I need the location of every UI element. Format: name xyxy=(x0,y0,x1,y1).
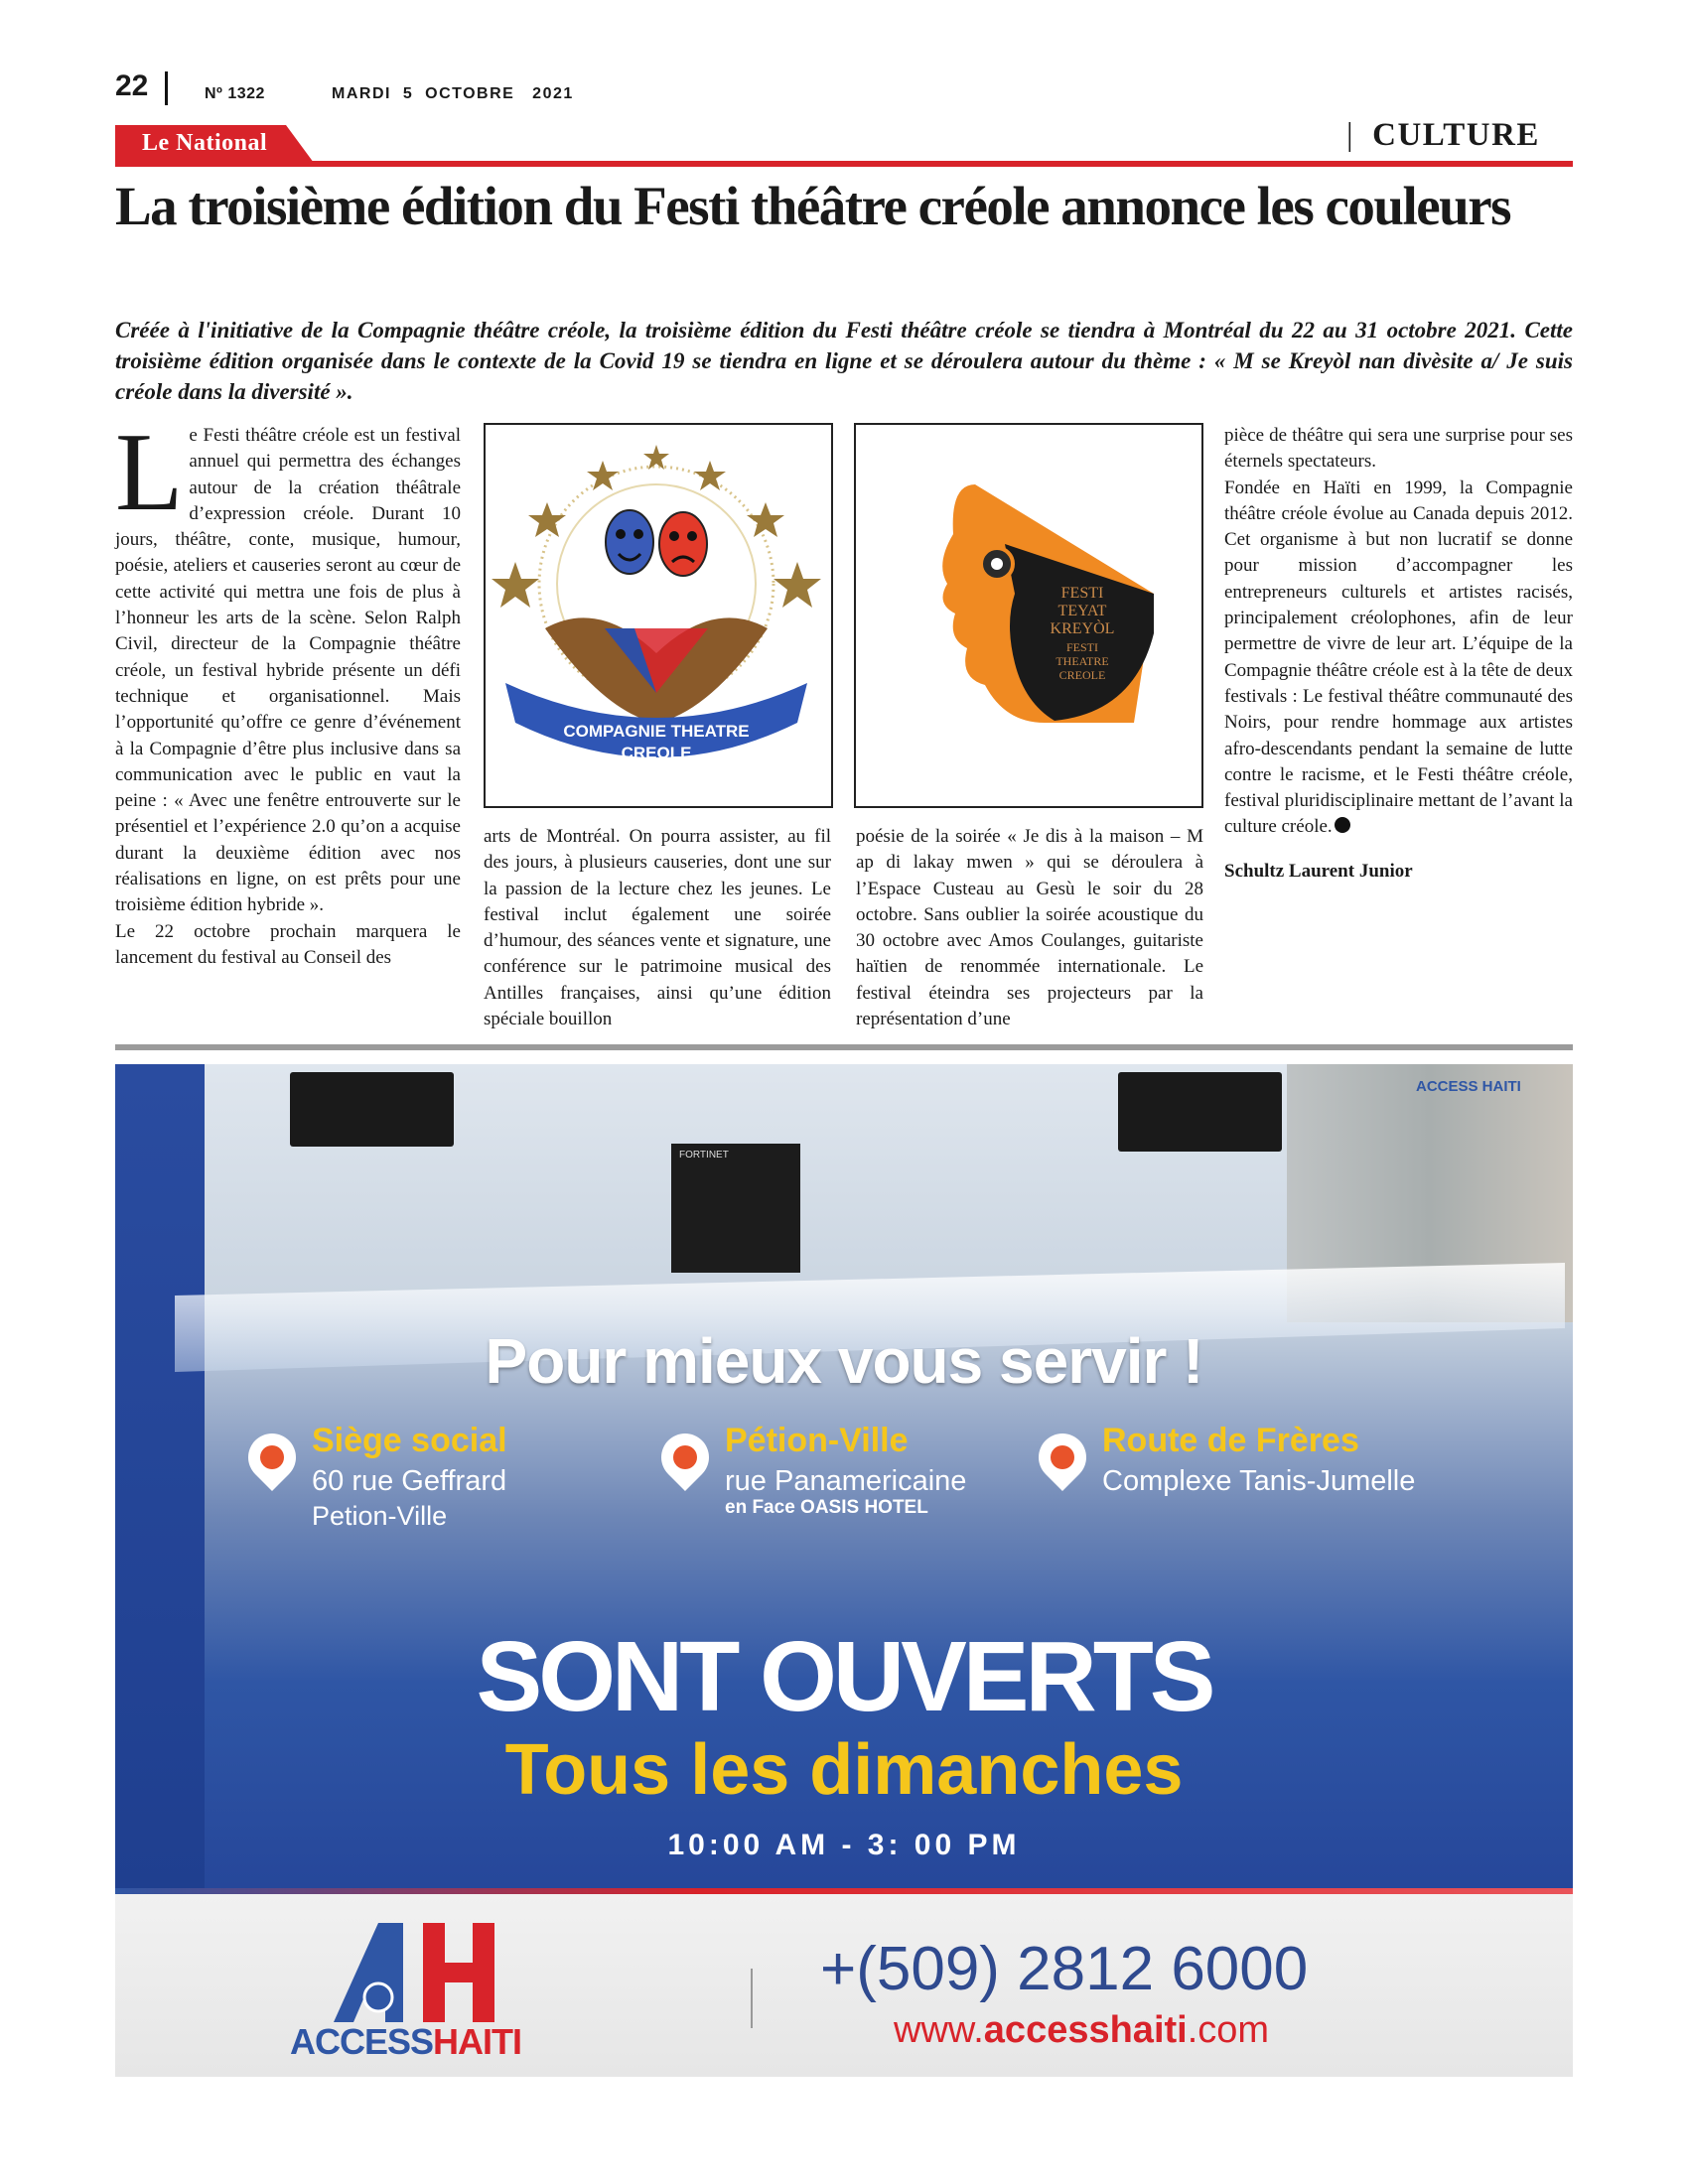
location-title: Pétion-Ville xyxy=(725,1422,909,1459)
access-haiti-logo-icon xyxy=(324,1918,512,2027)
contact-phone[interactable]: +(509) 2812 6000 xyxy=(820,1935,1309,2003)
festi-logo-line-1: FESTI xyxy=(1060,585,1104,602)
ad-contact-band xyxy=(115,1894,1573,2077)
location-address: Complexe Tanis-Jumelle xyxy=(1102,1465,1416,1497)
festi-logo-line-6: CREOLE xyxy=(1058,668,1106,682)
ad-open-text: SONT OUVERTS xyxy=(476,1621,1212,1732)
column-2-text: arts de Montréal. On pourra assister, au fil des jours, à plusieurs causeries, dont une sur la passion de la lecture chez les jeunes. Le festival inclut également une soirée d’humour, des séances vente et signature, une conférence sur le patrimoine musical des Antilles françaises, ainsi qu’une édition spéciale bouillon xyxy=(484,826,831,1030)
ad-separator-rule xyxy=(115,1044,1573,1050)
ad-photo-brand-sign: ACCESS HAITI xyxy=(1416,1078,1521,1095)
tv-screen-icon xyxy=(290,1072,454,1147)
column-1-paragraph-2: Le 22 octobre prochain marquera le lancement du festival au Conseil des xyxy=(115,920,461,968)
location-landmark: en Face OASIS HOTEL xyxy=(725,1497,928,1518)
location-address: rue Panamericaine xyxy=(725,1465,967,1497)
ad-days-text: Tous les dimanches xyxy=(504,1730,1184,1810)
server-rack xyxy=(671,1144,800,1273)
column-4-paragraph-2: Fondée en Haïti en 1999, la Compagnie théâtre créole évolue au Canada depuis 2012. Cet organisme à but non lucratif se donne pour mission d’accompagner les entrepreneurs culturels et artistes racisés, principalement créolophones, afin de leur permettre de vivre de leur art. L’équipe de la Compagnie théâtre créole est à la tête de deux festivals : Le festival théâtre communauté des Noirs, pour rendre hommage aux artistes afro-descendants pendant la semaine de lutte contre le racisme, et le Festi théâtre créole, festival pluridisciplinaire mettant de l’avant la culture créole. xyxy=(1224,477,1573,838)
ad-headline: Pour mieux vous servir ! xyxy=(485,1325,1203,1397)
article-column-4 xyxy=(1224,423,1573,885)
column-3-text: poésie de la soirée « Je dis à la maison – M ap di lakay mwen » qui se déroulera à l’Espace Custeau au Gesù le soir du 28 octobre. Sans oublier la soirée acoustique du 30 octobre avec Amos Coulanges, guitariste haïtien de renommée internationale. Le festival éteindra ses projecteurs par la représentation d’une xyxy=(856,826,1203,1030)
contact-divider xyxy=(751,1969,753,2028)
location-city: Petion-Ville xyxy=(312,1501,448,1531)
compagnie-logo-line-2: CREOLE xyxy=(621,744,692,762)
festi-logo-line-4: FESTI xyxy=(1065,640,1099,654)
comedy-mask-icon xyxy=(606,510,653,574)
article-author: Schultz Laurent Junior xyxy=(1224,860,1413,882)
brand-name: Le National xyxy=(142,130,268,156)
contact-website[interactable] xyxy=(894,2009,1269,2052)
column-1-paragraph-1: e Festi théâtre créole est un festival annuel qui permettra des échanges autour de la création théâtrale d’expression créole. Durant 10 jours, théâtre, conte, musique, humour, poésie, ateliers et causeries seront au cœur de cette activité qui mettra une fois de plus à l’honneur les arts de la scène. Selon Ralph Civil, directeur de la Compagnie théâtre créole, un festival hybride présente un défi technique et organisationnel. Mais l’opportunité qu’offre ce genre d’événement à la Compagnie d’être plus inclusive dans sa communication avec le public en vaut la peine : « Avec une fenêtre entrouverte sur le présentiel et l’expérience 2.0 qu’on a acquise durant la deuxième édition avec nos réalisations en ligne, on est prêts pour une troisième édition hybride ». xyxy=(115,425,461,916)
issue-date: MARDI 5 OCTOBRE 2021 xyxy=(332,85,574,102)
column-4-paragraph-1: pièce de théâtre qui sera une surprise pour ses éternels spectateurs. xyxy=(1224,425,1573,473)
compagnie-logo-graphic xyxy=(486,425,827,802)
article-column-2 xyxy=(484,824,831,1032)
compagnie-logo-line-1: COMPAGNIE THEATRE xyxy=(563,722,750,741)
header-rule xyxy=(115,161,1573,167)
festi-logo-line-2: TEYAT xyxy=(1057,603,1107,619)
page-number-divider xyxy=(165,71,168,105)
wordmark-haiti: HAITI xyxy=(433,2021,522,2062)
festi-logo-line-3: KREYÒL xyxy=(1050,620,1115,637)
location-address: 60 rue Geffrard xyxy=(312,1465,507,1497)
section-label: CULTURE xyxy=(1372,117,1540,153)
article-lead: Créée à l'initiative de la Compagnie théâtre créole, la troisième édition du Festi théâtre créole se tiendra à Montréal du 22 au 31 octobre 2021. Cette troisième édition organisée dans le contexte de la Covid 19 se tiendra en ligne et se déroulera autour du thème : « M se Kreyòl nan divèsite a/ Je suis créole dans la diversité ». xyxy=(115,318,1573,404)
drop-cap: L xyxy=(115,411,184,534)
tv-screen-icon xyxy=(1118,1072,1282,1152)
website-prefix: www. xyxy=(894,2009,984,2051)
location-title: Route de Frères xyxy=(1102,1422,1359,1459)
end-of-article-icon xyxy=(1335,817,1350,833)
festi-teyat-kreyol-logo xyxy=(854,423,1203,808)
website-suffix: .com xyxy=(1187,2009,1270,2051)
tragedy-mask-icon xyxy=(659,512,707,576)
issue-number: Nº 1322 xyxy=(205,85,265,102)
section-title: | CULTURE xyxy=(1346,117,1540,153)
wordmark-access: ACCESS xyxy=(290,2021,434,2062)
article-column-3 xyxy=(856,824,1203,1032)
article-headline: La troisième édition du Festi théâtre créole annonce les couleurs xyxy=(115,176,1511,236)
article-column-1 xyxy=(115,411,461,971)
access-haiti-wordmark xyxy=(290,2021,521,2063)
festi-logo-line-5: THEATRE xyxy=(1055,654,1109,668)
festi-logo-graphic xyxy=(856,425,1197,802)
compagnie-theatre-creole-logo xyxy=(484,423,833,808)
website-domain: accesshaiti xyxy=(983,2009,1188,2051)
page-number: 22 xyxy=(115,69,149,102)
location-title: Siège social xyxy=(312,1422,507,1459)
ad-photo-rack-label: FORTINET xyxy=(679,1150,729,1160)
access-haiti-advertisement[interactable] xyxy=(115,1064,1573,2077)
ad-hours-text: 10:00 AM - 3: 00 PM xyxy=(667,1829,1021,1861)
